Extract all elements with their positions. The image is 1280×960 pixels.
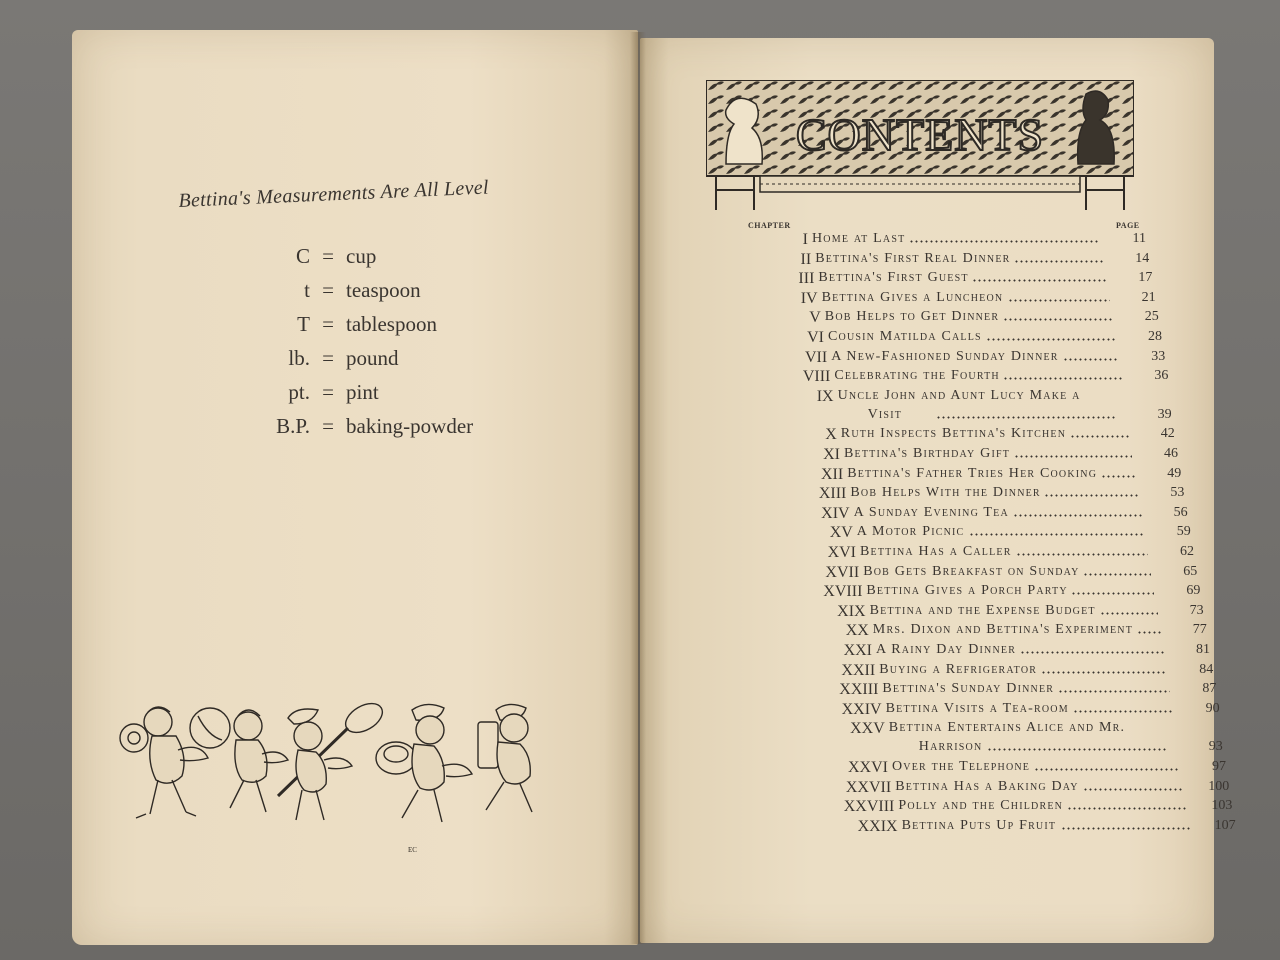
chapter-page-number: 93 [1208,739,1223,755]
toc-row [811,622,1207,642]
abbreviation-meaning: tablespoon [346,312,437,336]
leader-dots [1083,572,1151,582]
equals-sign: = [322,380,334,404]
chapter-number: XI [823,446,840,463]
leader-dots [1014,259,1103,269]
chapter-title: Bettina Gives a Porch Party [866,583,1068,599]
chapter-number: XII [820,465,844,483]
chapter-title: Home at Last [812,231,906,246]
chapter-title: Bob Helps With the Dinner [850,485,1041,501]
toc-row [785,465,1182,486]
toc-row [824,700,1220,721]
leader-dots [1041,670,1167,680]
toc-row [801,563,1198,584]
cherubs-illustration [112,700,552,860]
chapter-number: XIX [837,602,866,620]
leader-dots [1020,650,1164,660]
leader-dots [986,337,1116,347]
abbreviation-symbol: lb. [288,346,310,370]
chapter-page-number: 11 [1132,231,1146,246]
chapter-number: XXVI [848,759,888,776]
leader-dots [1061,826,1190,836]
toc-row [763,309,1159,329]
leader-dots [909,239,1100,249]
chapter-page-number: 90 [1205,700,1220,716]
toc-row [776,388,1156,408]
chapter-number: XXI [843,642,872,659]
chapter-title: Buying a Refrigerator [879,661,1038,677]
chapter-page-number: 46 [1164,446,1178,461]
leader-dots [1063,357,1119,367]
book-gutter [630,32,646,944]
chapter-title: Bettina Puts Up Fruit [901,817,1057,833]
leader-dots [1067,806,1186,816]
abbreviation-symbol: T [297,312,310,336]
abbreviation-meaning: cup [346,244,377,268]
chapter-title: Bettina's Birthday Gift [844,446,1011,461]
toc-row [814,642,1210,662]
chapter-page-number: 107 [1214,817,1236,833]
leader-dots [1003,317,1113,327]
chapter-title: Ruth Inspects Bettina's Kitchen [840,426,1067,442]
abbreviation-row [190,414,473,439]
chapter-title: Bettina Has a Baking Day [895,778,1079,794]
toc-row [782,446,1178,466]
chapter-title: Uncle John and Aunt Lucy Make a [837,387,1081,403]
abbreviation-row [190,244,376,269]
chapter-title: Over the Telephone [892,759,1031,774]
chapter-number: XXVIII [843,798,895,816]
equals-sign: = [322,312,334,336]
measurements-heading: Bettina's Measurements Are All Level [178,176,490,212]
toc-row [817,661,1214,682]
chapter-number: VII [804,348,828,366]
chapter-number: VIII [802,368,831,386]
leader-dots [1073,709,1174,719]
abbreviation-symbol: C [295,244,310,268]
chapter-page-number: 69 [1186,583,1201,599]
chapter-number: XV [829,524,853,542]
chapter-page-number: 36 [1154,368,1169,384]
leader-dots [1044,493,1138,503]
toc-row [836,798,1233,818]
chapter-number: IX [816,387,834,405]
toc-row [766,329,1162,349]
chapter-page-number: 21 [1141,289,1156,305]
chapter-number: XXIII [839,681,879,699]
leader-dots [1013,513,1142,523]
equals-sign: = [322,346,334,370]
chapter-title: A Motor Picnic [856,524,965,540]
chapter-page-number: 53 [1170,485,1185,501]
chapter-page-number: 84 [1199,661,1214,677]
toc-row [798,544,1194,564]
leader-dots [1100,611,1158,621]
chapter-title: Mrs. Dixon and Bettina's Experiment [872,622,1134,638]
chapter-number: XX [845,622,869,640]
chapter-number: II [800,250,812,268]
equals-sign: = [322,278,334,302]
chapter-title: Bob Helps to Get Dinner [824,309,1000,325]
abbreviation-row [190,312,437,337]
abbreviation-meaning: teaspoon [346,278,421,302]
chapter-page-number: 42 [1160,426,1175,442]
leader-dots [936,415,1116,425]
toc-row [760,289,1156,310]
leader-dots [987,747,1167,757]
chapter-page-number: 87 [1202,681,1217,697]
leader-dots [972,278,1106,288]
chapter-page-number: 97 [1212,759,1226,774]
toc-row [840,817,1236,838]
leader-dots [1070,434,1129,444]
chapter-title: Bettina Has a Caller [860,544,1012,559]
toc-row [753,250,1150,271]
chapter-number: XXII [841,661,876,679]
chapter-title: Bettina's Sunday Dinner [882,681,1055,697]
chapter-number: XVII [825,563,860,581]
toc-row [795,524,1191,544]
chapter-title: Polly and the Children [898,798,1064,814]
contents-title: CONTENTS [795,109,1045,160]
leader-dots [1071,591,1154,601]
leader-dots [1014,454,1132,464]
chapter-column-header: CHAPTER [748,221,791,230]
chapter-number: XVIII [823,583,863,601]
chapter-title: A New-Fashioned Sunday Dinner [831,348,1059,364]
chapter-page-number: 81 [1196,642,1210,657]
chapter-title: Bettina Visits a Tea-room [885,700,1069,716]
toc-row [830,759,1226,779]
toc-row [750,231,1146,251]
chapter-number: XXIV [841,700,882,718]
toc-row-continuation [827,739,1223,759]
chapter-page-number: 49 [1167,465,1182,481]
chapter-number: I [802,231,808,248]
equals-sign: = [322,244,334,268]
chapter-page-number: 73 [1189,602,1204,618]
chapter-title-continuation: Harrison [918,739,983,755]
leader-dots [1016,552,1148,562]
leader-dots [1137,630,1161,640]
chapter-title: Bettina Entertains Alice and Mr. [888,720,1126,736]
chapter-number: III [798,270,815,288]
leader-dots [1034,767,1180,777]
toc-row [779,426,1175,446]
chapter-page-number: 17 [1138,270,1153,286]
illustrator-mark: EC [408,846,417,854]
chapter-title: Bettina's First Guest [818,270,969,286]
toc-row [833,778,1230,799]
chapter-page-number: 77 [1192,622,1207,638]
toc-row [788,485,1185,505]
leader-dots [969,532,1145,542]
chapter-title: Bettina's First Real Dinner [815,250,1011,266]
chapter-page-number: 39 [1157,406,1172,422]
abbreviation-row [190,380,379,405]
chapter-number: XIV [821,504,850,522]
page-column-header: PAGE [1116,221,1140,230]
leader-dots [1003,376,1122,386]
chapter-page-number: 62 [1180,544,1194,559]
chapter-number: XIII [818,485,847,503]
chapter-page-number: 59 [1176,524,1191,540]
abbreviation-meaning: pint [346,380,379,404]
chapter-page-number: 103 [1211,798,1233,814]
chapter-page-number: 33 [1151,348,1166,364]
abbreviation-row [190,278,421,303]
abbreviation-meaning: baking-powder [346,414,474,438]
chapter-number: XXVII [845,778,892,796]
toc-row [792,504,1188,525]
chapter-title: A Sunday Evening Tea [853,504,1009,520]
chapter-number: V [809,309,821,327]
toc-row [804,583,1201,603]
chapter-page-number: 14 [1135,250,1150,266]
chapter-title: Bob Gets Breakfast on Sunday [863,563,1080,579]
chapter-title: Bettina and the Expense Budget [869,602,1096,618]
toc-row [772,368,1169,388]
chapter-page-number: 25 [1144,309,1159,325]
chapter-number: XXV [850,720,885,738]
chapter-number: X [825,426,837,444]
toc-row [827,720,1207,740]
chapter-title: A Rainy Day Dinner [876,642,1017,657]
chapter-number: VI [807,329,824,346]
toc-row-continuation [776,406,1172,427]
toc-row [769,348,1166,369]
chapter-title: Bettina's Father Tries Her Cooking [847,465,1098,481]
leader-dots [1008,298,1110,308]
abbreviation-symbol: B.P. [276,414,310,438]
chapter-page-number: 65 [1183,563,1198,579]
chapter-page-number: 28 [1148,329,1162,344]
equals-sign: = [322,414,334,438]
abbreviation-symbol: pt. [288,380,310,404]
chapter-number: XXIX [857,817,898,835]
chapter-title-continuation: Visit [867,406,903,422]
chapter-number: IV [800,289,818,307]
leader-dots [1058,689,1170,699]
abbreviation-row [190,346,399,371]
chapter-number: XVI [827,544,856,561]
chapter-title: Bettina Gives a Luncheon [821,289,1004,305]
chapter-title: Celebrating the Fourth [834,368,1000,384]
leader-dots [1101,474,1135,484]
abbreviation-symbol: t [304,278,310,302]
toc-row [756,270,1153,290]
toc-row [820,681,1217,701]
leader-dots [1083,787,1183,797]
abbreviation-meaning: pound [346,346,399,370]
toc-row [808,602,1204,623]
chapter-title: Cousin Matilda Calls [828,329,982,344]
chapter-page-number: 56 [1173,504,1188,520]
chapter-page-number: 100 [1208,778,1230,794]
